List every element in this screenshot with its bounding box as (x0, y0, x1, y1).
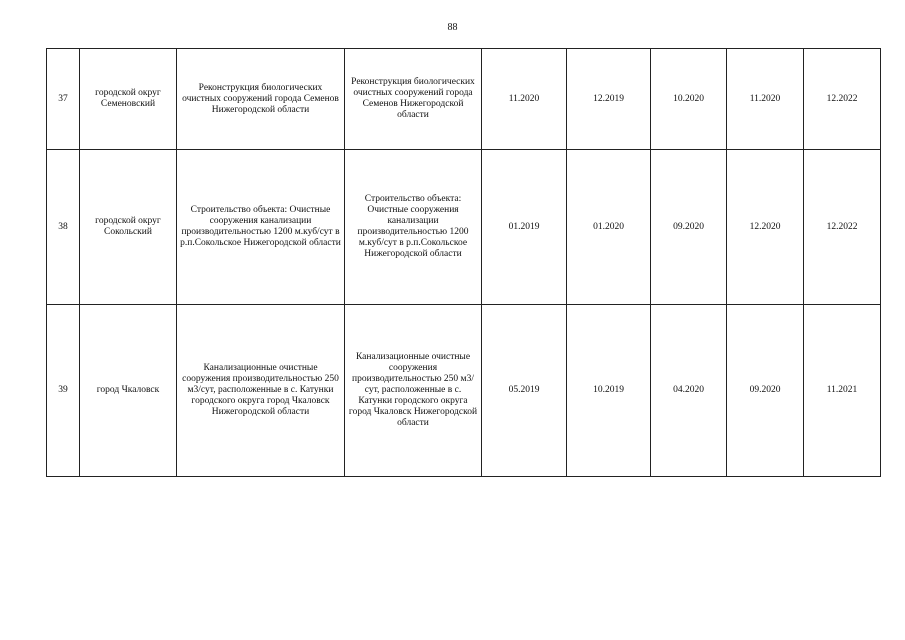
date-cell: 12.2019 (567, 49, 651, 150)
object-name-cell-2: Реконструкция биологических очистных сооружений города Семенов Нижегородской области (345, 49, 482, 150)
date-cell: 11.2020 (482, 49, 567, 150)
page-number: 88 (447, 22, 458, 33)
date-cell: 11.2020 (727, 49, 804, 150)
object-name-cell: Канализационные очистные сооружения производительностью 250 м3/сут, расположенные в с. Катунки городского округа город Чкаловск Нижегородской области (177, 305, 345, 477)
object-name-cell-2: Канализационные очистные сооружения производительностью 250 м3/сут, расположенные в с. Катунки городского округа город Чкаловск Нижегородской области (345, 305, 482, 477)
date-cell: 12.2022 (804, 49, 881, 150)
date-cell: 05.2019 (482, 305, 567, 477)
municipality-cell: городской округ Сокольский (80, 150, 177, 305)
date-cell: 04.2020 (651, 305, 727, 477)
date-cell: 12.2020 (727, 150, 804, 305)
projects-table (46, 48, 881, 477)
date-cell: 09.2020 (727, 305, 804, 477)
date-cell: 10.2020 (651, 49, 727, 150)
municipality-cell: городской округ Семеновский (80, 49, 177, 150)
row-number: 37 (47, 49, 80, 150)
date-cell: 11.2021 (804, 305, 881, 477)
object-name-cell-2: Строительство объекта: Очистные сооружения канализации производительностью 1200 м.куб/сут в р.п.Сокольское Нижегородской области (345, 150, 482, 305)
object-name-cell: Реконструкция биологических очистных сооружений города Семенов Нижегородской области (177, 49, 345, 150)
table-row (47, 49, 881, 150)
table-row (47, 150, 881, 305)
date-cell: 09.2020 (651, 150, 727, 305)
row-number: 39 (47, 305, 80, 477)
table-row (47, 305, 881, 477)
municipality-cell: город Чкаловск (80, 305, 177, 477)
date-cell: 01.2020 (567, 150, 651, 305)
date-cell: 12.2022 (804, 150, 881, 305)
row-number: 38 (47, 150, 80, 305)
object-name-cell: Строительство объекта: Очистные сооружения канализации производительностью 1200 м.куб/сут в р.п.Сокольское Нижегородской области (177, 150, 345, 305)
date-cell: 10.2019 (567, 305, 651, 477)
date-cell: 01.2019 (482, 150, 567, 305)
